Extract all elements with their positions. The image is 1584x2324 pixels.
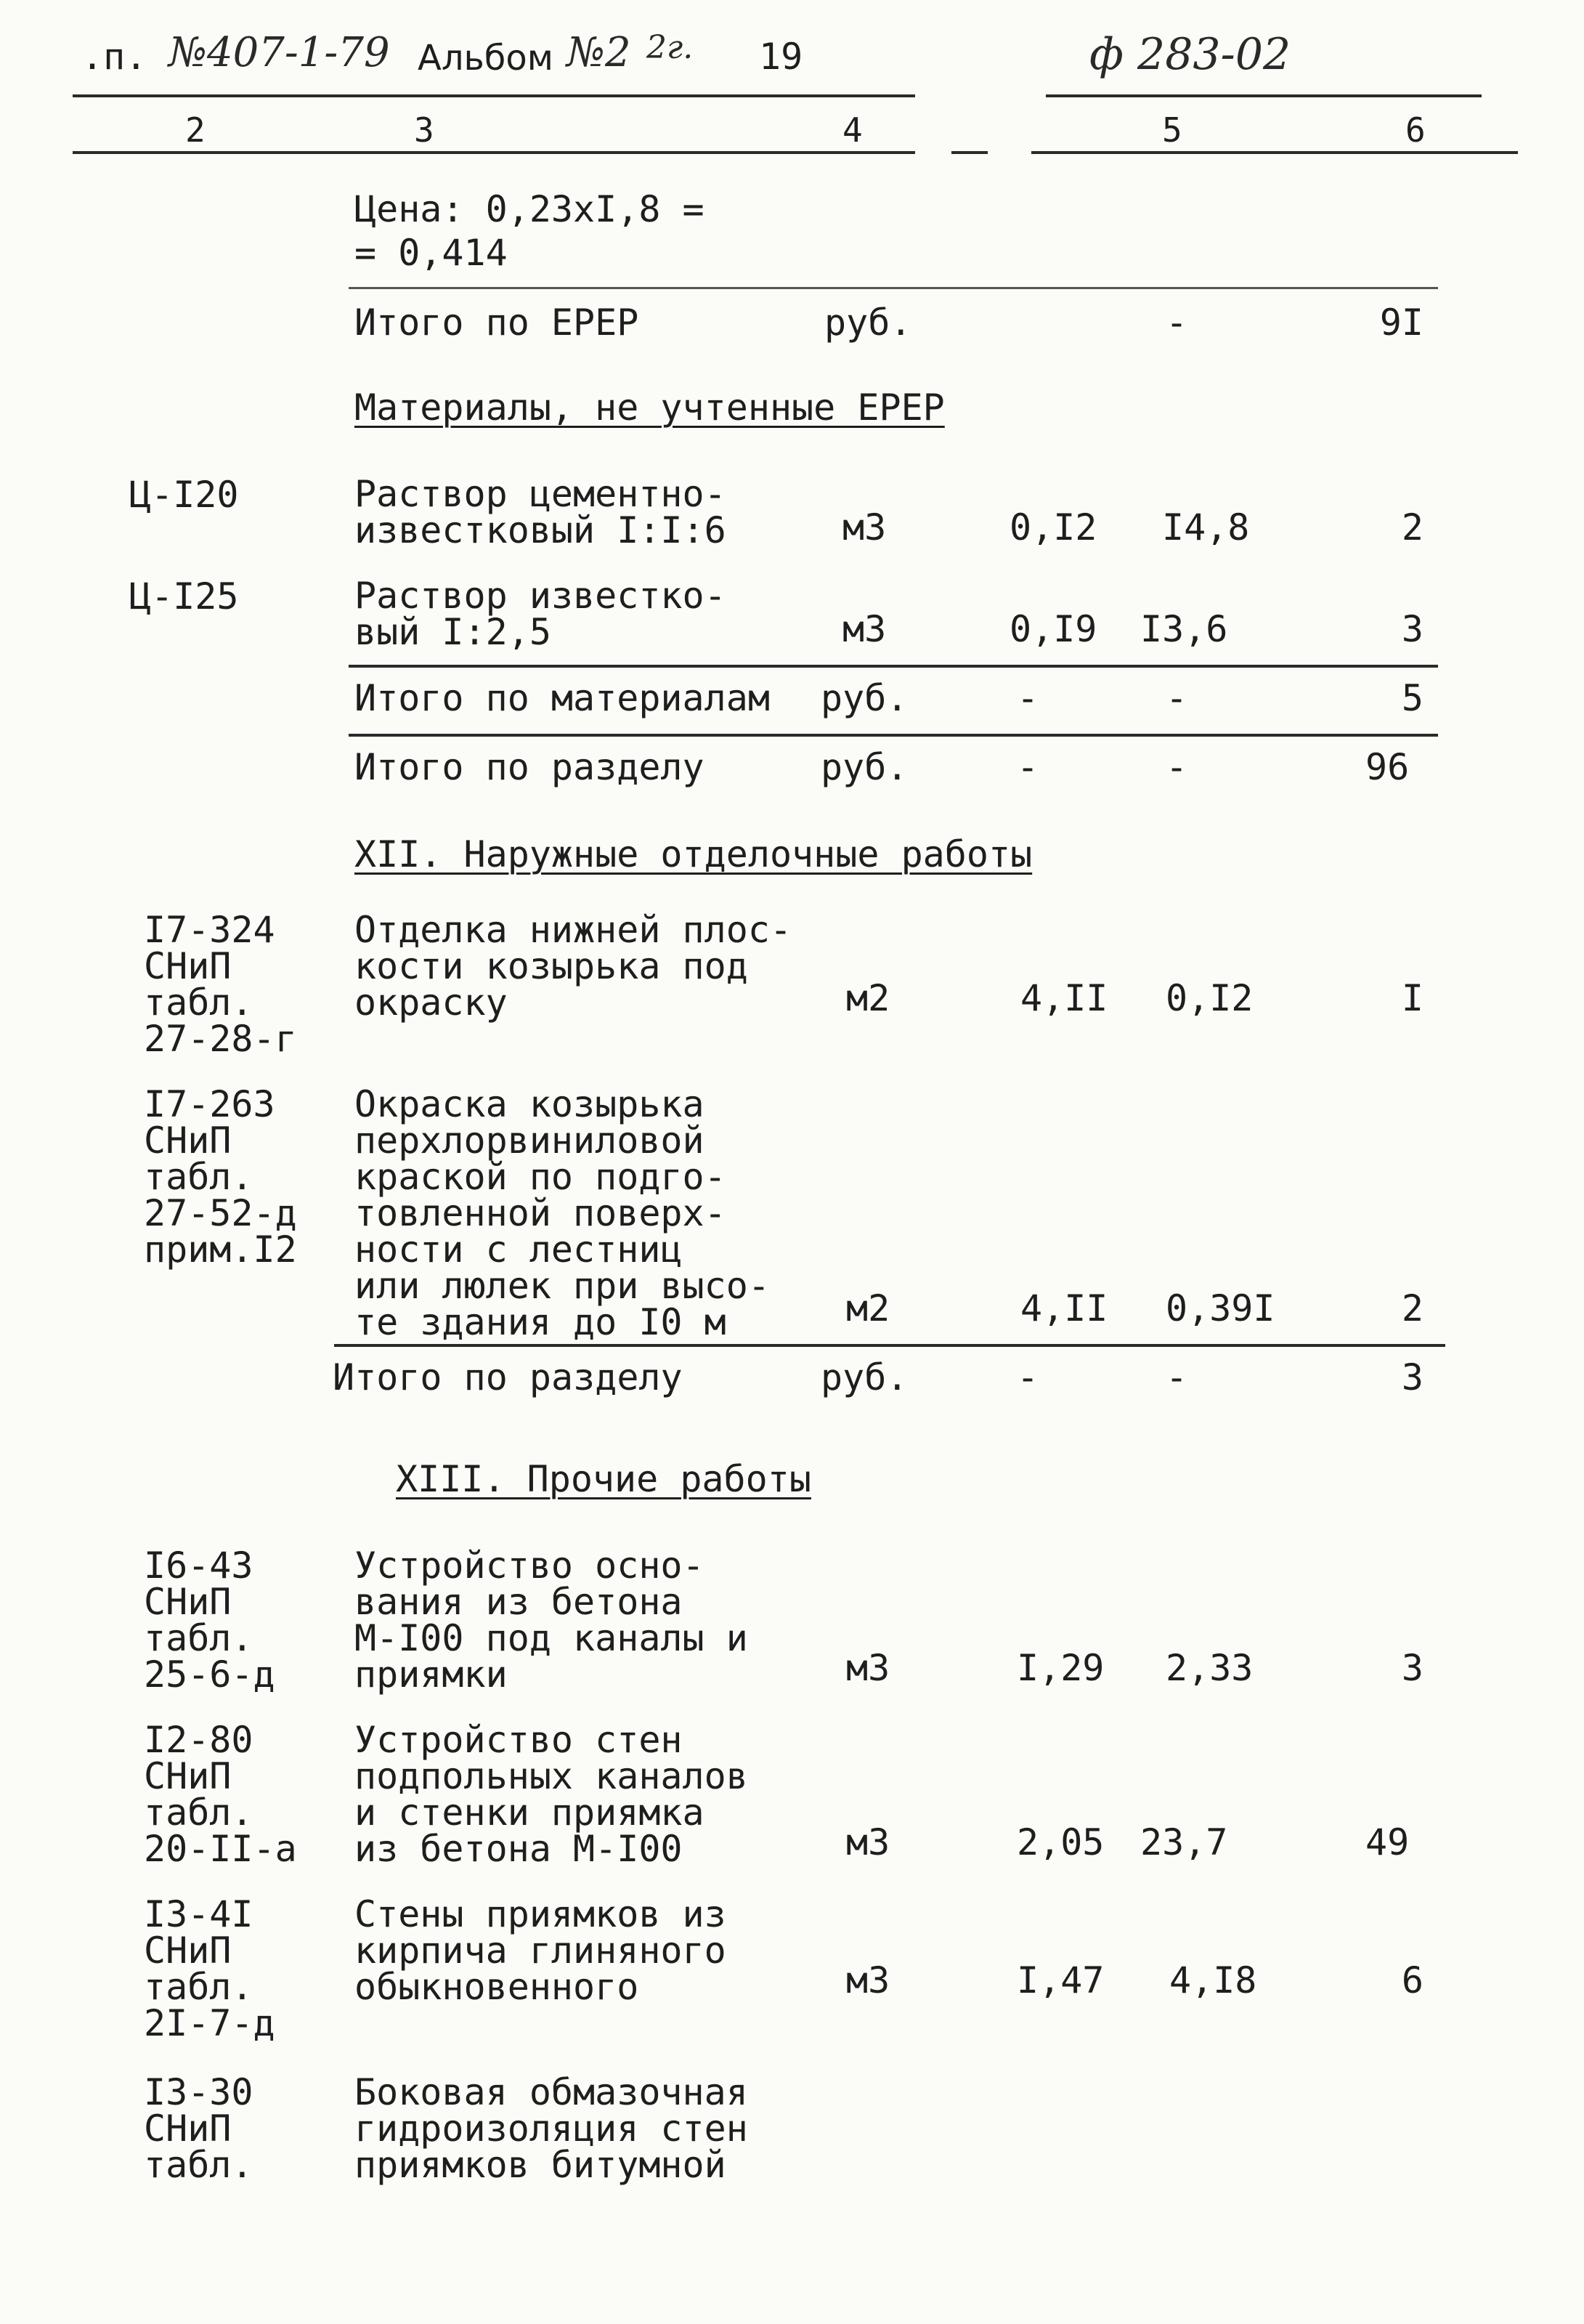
- row-desc-16-43: Устройство осно- вания из бетона М-I00 под каналы и приямки: [354, 1544, 748, 1696]
- total-materials-label: Итого по материалам: [354, 677, 770, 719]
- total-section-2-unit: руб.: [821, 1356, 909, 1398]
- total-materials-qty: -: [1017, 677, 1039, 719]
- row-total-16-43: 3: [1401, 1647, 1423, 1689]
- total-materials-price: -: [1166, 677, 1188, 719]
- row-code-17-263: I7-263 СНиП табл. 27-52-д прим.I2: [144, 1083, 297, 1271]
- col-header-6: 6: [1405, 110, 1426, 150]
- row-code-16-43: I6-43 СНиП табл. 25-6-д: [144, 1544, 275, 1696]
- col-header-5: 5: [1162, 110, 1182, 150]
- total-section-2-qty: -: [1017, 1356, 1039, 1398]
- total-section-1-price: -: [1166, 746, 1188, 788]
- price-note-line2: = 0,414: [354, 232, 508, 274]
- ref-code: №407-1-79: [168, 29, 390, 76]
- row-total-17-263: 2: [1401, 1287, 1423, 1329]
- row-desc-c120: Раствор цементно- известковый I:I:6: [354, 473, 726, 551]
- row-qty-16-43: I,29: [1017, 1647, 1105, 1689]
- row-total-13-41: 6: [1401, 1959, 1423, 2001]
- price-note-line1: Цена: 0,23хI,8 =: [354, 188, 704, 230]
- total-materials-total: 5: [1401, 677, 1423, 719]
- row-desc-c125: Раствор известко- вый I:2,5: [354, 575, 726, 653]
- row-unit-17-324: м2: [846, 977, 890, 1019]
- row-unit-17-263: м2: [846, 1287, 890, 1329]
- total-section-1-total: 96: [1365, 746, 1410, 788]
- row-qty-12-80: 2,05: [1017, 1821, 1105, 1863]
- row-total-17-324: I: [1401, 977, 1423, 1019]
- row-price-16-43: 2,33: [1166, 1647, 1254, 1689]
- row-code-c120: Ц-I20: [129, 474, 239, 516]
- page-number: 19: [759, 36, 803, 78]
- row-unit-12-80: м3: [846, 1821, 890, 1863]
- row-desc-12-80: Устройство стен подпольных каналов и стенки приямка из бетона М-I00: [354, 1719, 748, 1870]
- form-number: ф 283-02: [1089, 29, 1291, 80]
- row-desc-13-41: Стены приямков из кирпича глиняного обыкновенного: [354, 1893, 726, 2008]
- row-qty-17-324: 4,II: [1020, 977, 1108, 1019]
- total-materials-unit: руб.: [821, 677, 909, 719]
- row-price-12-80: 23,7: [1140, 1821, 1228, 1863]
- total-section-2-price: -: [1166, 1356, 1188, 1398]
- row-qty-c120: 0,I2: [1010, 506, 1097, 548]
- section-13-heading: XIII. Прочие работы: [396, 1458, 811, 1500]
- total-eper-label: Итого по ЕРЕР: [354, 301, 639, 344]
- total-section-1-unit: руб.: [821, 746, 909, 788]
- row-qty-c125: 0,I9: [1010, 608, 1097, 650]
- row-desc-17-324: Отделка нижней плос- кости козырька под окраску: [354, 909, 792, 1024]
- row-unit-c125: м3: [842, 608, 887, 650]
- total-eper-price: -: [1166, 301, 1188, 344]
- row-code-17-324: I7-324 СНиП табл. 27-28-г: [144, 909, 297, 1060]
- row-code-c125: Ц-I25: [129, 575, 239, 618]
- section-12-heading: XII. Наружные отделочные работы: [354, 833, 1033, 875]
- row-qty-17-263: 4,II: [1020, 1287, 1108, 1329]
- row-desc-17-263: Окраска козырька перхлорвиниловой краской по подго- товленной поверх- ности с лестниц или люлек при высо- те здания до I0 м: [354, 1083, 770, 1343]
- row-total-c125: 3: [1401, 608, 1423, 650]
- row-total-c120: 2: [1401, 506, 1423, 548]
- total-section-1-qty: -: [1017, 746, 1039, 788]
- row-qty-13-41: I,47: [1017, 1959, 1105, 2001]
- total-section-2-total: 3: [1401, 1356, 1423, 1398]
- album-number: №2: [566, 29, 631, 76]
- row-price-17-324: 0,I2: [1166, 977, 1254, 1019]
- col-header-2: 2: [185, 110, 206, 150]
- total-section-2-label: Итого по разделу: [333, 1356, 683, 1398]
- total-eper-total: 9I: [1379, 301, 1423, 344]
- row-desc-13-30: Боковая обмазочная гидроизоляция стен приямков битумной: [354, 2071, 748, 2186]
- total-eper-unit: руб.: [824, 301, 912, 344]
- col-header-4: 4: [842, 110, 863, 150]
- row-unit-c120: м3: [842, 506, 887, 548]
- total-section-1-label: Итого по разделу: [354, 746, 704, 788]
- row-unit-13-41: м3: [846, 1959, 890, 2001]
- row-total-12-80: 49: [1365, 1821, 1410, 1863]
- row-price-17-263: 0,39I: [1166, 1287, 1275, 1329]
- materials-heading: Материалы, не учтенные ЕРЕР: [354, 386, 945, 429]
- ref-prefix: .п.: [81, 36, 147, 78]
- row-code-13-30: I3-30 СНиП табл.: [144, 2071, 253, 2186]
- row-price-c125: I3,6: [1140, 608, 1228, 650]
- col-header-3: 3: [414, 110, 434, 150]
- row-code-12-80: I2-80 СНиП табл. 20-II-а: [144, 1719, 297, 1870]
- album-label: Альбом: [418, 38, 553, 78]
- row-unit-16-43: м3: [846, 1647, 890, 1689]
- album-mark: 2г.: [646, 29, 694, 66]
- row-code-13-41: I3-4I СНиП табл. 2I-7-д: [144, 1893, 275, 2044]
- row-price-13-41: 4,I8: [1169, 1959, 1257, 2001]
- row-price-c120: I4,8: [1162, 506, 1250, 548]
